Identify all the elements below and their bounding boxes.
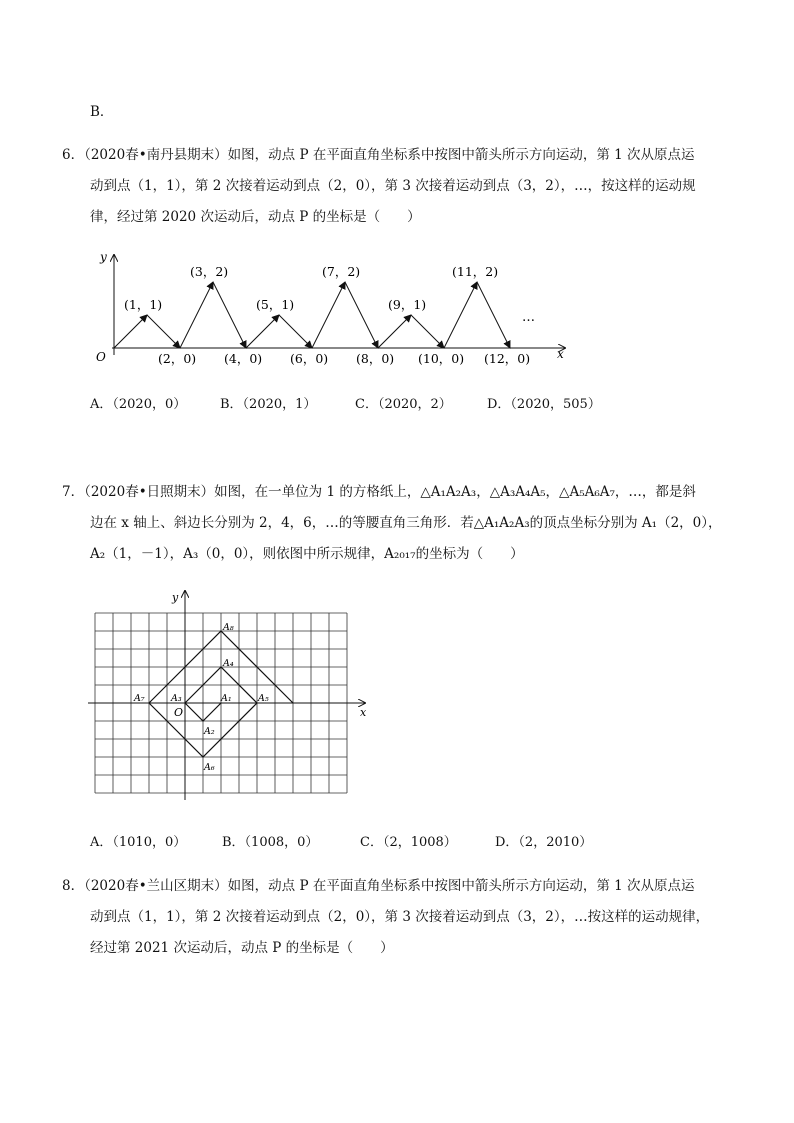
q7-option-a[interactable]: A．（1010，0） [90,835,187,850]
q6-bottom-label: (6，0) [290,351,329,366]
q7-label-a2: A₂ [204,726,215,737]
q7-option-d[interactable]: D．（2，2010） [495,835,593,850]
q6-bottom-label: (2，0) [158,351,197,366]
q6-option-d[interactable]: D．（2020，505） [487,397,601,412]
q6-option-b[interactable]: B．（2020，1） [220,397,317,412]
q7-figure [0,585,794,800]
q6-seg-2 [147,315,180,348]
q7-label-a6: A₆ [204,762,215,773]
q6-bottom-label: (4，0) [224,351,263,366]
q6-peak-label: (3，2) [190,264,229,279]
q7-line-1: 7．（2020春•日照期末）如图，在一单位为 1 的方格纸上，△A₁A₂A₃，△A₃A₄A₅，△A₅A₆A₇，…，都是斜 [62,484,696,500]
q7-y-label: y [172,591,179,604]
previous-answer: B． [90,104,114,120]
q6-peak-label: (7，2) [322,264,361,279]
q6-seg-4 [213,282,246,348]
q7-line-2: 边在 x 轴上、斜边长分别为 2，4，6，…的等腰直角三角形．若△A₁A₂A₃的顶点坐标分别为 A₁（2，0）， [90,515,722,531]
q8-line-1: 8．（2020春•兰山区期末）如图，动点 P 在平面直角坐标系中按图中箭头所示方向运动，第 1 次从原点运 [62,878,695,894]
q6-seg-8 [345,282,378,348]
q6-y-label: y [100,250,107,264]
q6-seg-6 [279,315,312,348]
q6-figure [0,245,794,375]
q6-options [90,393,601,412]
q7-label-a5: A₅ [258,693,269,704]
q6-seg-11 [444,282,477,348]
q6-peak-label: (11，2) [452,264,499,279]
q7-label-a4: A₄ [223,658,234,669]
q6-seg-9 [378,315,411,348]
q6-line-2: 动到点（1，1），第 2 次接着运动到点（2，0），第 3 次接着运动到点（3，2），…，按这样的运动规 [90,178,696,194]
q7-option-b[interactable]: B．（1008，0） [222,835,319,850]
q6-option-c[interactable]: C．（2020，2） [355,397,452,412]
q6-option-a[interactable]: A．（2020，0） [90,397,187,412]
q7-line-3: A₂（1，－1），A₃（0，0），则依图中所示规律，A₂₀₁₇的坐标为（ ） [90,546,524,562]
q8-line-2: 动到点（1，1），第 2 次接着运动到点（2，0），第 3 次接着运动到点（3，2），…按这样的运动规律， [90,909,710,925]
q6-seg-3 [180,282,213,348]
q6-seg-7 [312,282,345,348]
q6-peak-label: (1，1) [124,297,163,312]
q6-bottom-label: (10，0) [418,351,465,366]
q7-label-a3: A₃ [171,693,182,704]
q7-option-c[interactable]: C．（2，1008） [360,835,457,850]
q6-seg-10 [411,315,444,348]
q6-line-3: 律，经过第 2020 次运动后，动点 P 的坐标是（ ） [90,209,421,225]
q6-seg-12 [477,282,510,348]
q6-peak-label: (9，1) [388,297,427,312]
q7-origin: O [174,706,184,719]
q7-label-a8: A₈ [223,622,234,633]
q6-bottom-label: (12，0) [484,351,531,366]
q6-peak-label: (5，1) [256,297,295,312]
q7-x-label: x [360,706,367,719]
q6-seg-1 [114,315,147,348]
q6-ellipsis: … [522,310,535,325]
q6-line-1: 6．（2020春•南丹县期末）如图，动点 P 在平面直角坐标系中按图中箭头所示方向运动，第 1 次从原点运 [62,147,695,163]
q7-label-a1: A₁ [221,693,232,704]
q6-seg-5 [246,315,279,348]
q7-options [90,831,592,850]
q8-line-3: 经过第 2021 次运动后，动点 P 的坐标是（ ） [90,940,394,956]
q6-bottom-label: (8，0) [356,351,395,366]
q6-origin: O [96,350,106,364]
q7-label-a7: A₇ [134,693,145,704]
q6-x-label: x [557,347,564,361]
